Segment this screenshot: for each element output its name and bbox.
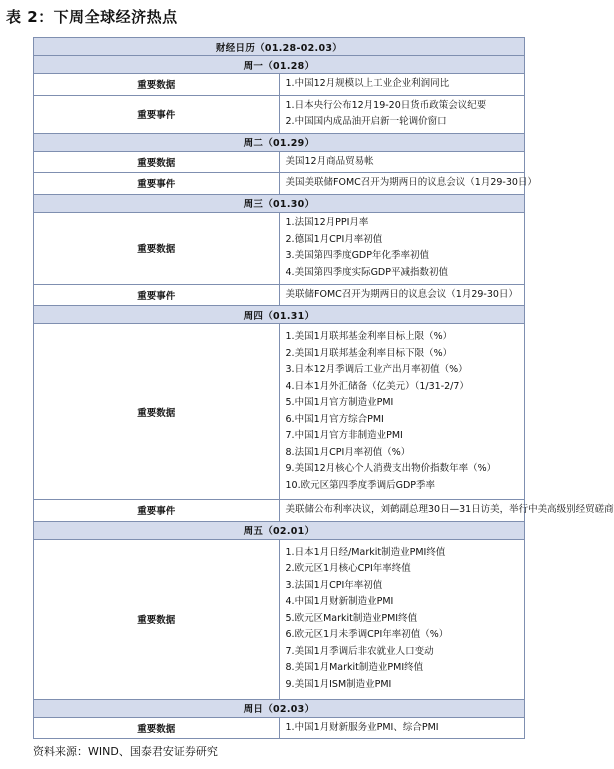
table-row bbox=[34, 74, 525, 96]
list-item: 1.日本1月日经/Markit制造业PMI终值 bbox=[285, 546, 446, 558]
day-label: 周日（02.03） bbox=[34, 699, 525, 717]
day-label: 周三（01.30） bbox=[34, 194, 525, 212]
list-item: 美联储公布利率决议，刘鹤副总理30日—31日访美，举行中美高级别经贸磋商 bbox=[285, 504, 614, 515]
calendar-header-row bbox=[34, 38, 525, 56]
list-item: 2.欧元区1月核心CPI年率终值 bbox=[285, 563, 411, 575]
list-item: 9.美国1月ISM制造业PMI bbox=[285, 678, 392, 690]
table-row bbox=[34, 284, 525, 306]
items-cell bbox=[279, 324, 525, 500]
list-item: 3.日本12月季调后工业产出月率初值（%） bbox=[285, 364, 468, 375]
list-item: 6.欧元区1月未季调CPI年率初值（%） bbox=[285, 629, 449, 641]
list-item: 6.中国1月官方综合PMI bbox=[285, 413, 384, 425]
day-label: 周二（01.29） bbox=[34, 133, 525, 151]
category-cell: 重要事件 bbox=[34, 173, 280, 195]
economic-calendar-table bbox=[33, 37, 614, 739]
table-row bbox=[34, 151, 525, 173]
list-item: 7.中国1月官方非制造业PMI bbox=[285, 430, 403, 441]
items-cell bbox=[279, 500, 614, 522]
items-cell bbox=[279, 284, 525, 306]
category-cell: 重要事件 bbox=[34, 500, 280, 522]
category-cell: 重要数据 bbox=[34, 324, 280, 500]
table-row bbox=[34, 173, 525, 195]
list-item: 美国12月商品贸易帐 bbox=[285, 155, 374, 167]
calendar-header: 财经日历（01.28-02.03） bbox=[34, 38, 525, 56]
day-label: 周四（01.31） bbox=[34, 306, 525, 324]
list-item: 4.美国第四季度实际GDP平减指数初值 bbox=[285, 266, 448, 278]
day-header-row bbox=[34, 306, 525, 324]
items-cell bbox=[279, 212, 525, 284]
day-header-row bbox=[34, 133, 525, 151]
items-cell bbox=[279, 717, 525, 739]
list-item: 8.美国1月Markit制造业PMI终值 bbox=[285, 662, 424, 674]
day-header-row bbox=[34, 521, 525, 539]
day-label: 周五（02.01） bbox=[34, 521, 525, 539]
list-item: 3.法国1月CPI年率初值 bbox=[285, 579, 383, 591]
table-row bbox=[34, 717, 525, 739]
table-row bbox=[34, 212, 525, 284]
category-cell: 重要数据 bbox=[34, 212, 280, 284]
list-item: 4.中国1月财新制造业PMI bbox=[285, 596, 394, 608]
items-cell bbox=[279, 151, 525, 173]
list-item: 1.中国1月财新服务业PMI、综合PMI bbox=[285, 721, 439, 733]
category-cell: 重要数据 bbox=[34, 74, 280, 96]
day-header-row bbox=[34, 194, 525, 212]
list-item: 1.法国12月PPI月率 bbox=[285, 217, 369, 228]
items-cell bbox=[279, 74, 525, 96]
list-item: 2.德国1月CPI月率初值 bbox=[285, 233, 383, 245]
category-cell: 重要数据 bbox=[34, 717, 280, 739]
category-cell: 重要数据 bbox=[34, 151, 280, 173]
list-item: 2.美国1月联邦基金利率目标下限（%） bbox=[285, 347, 453, 359]
list-item: 7.美国1月季调后非农就业人口变动 bbox=[285, 645, 434, 657]
category-cell: 重要事件 bbox=[34, 95, 280, 133]
items-cell bbox=[279, 173, 537, 195]
day-label: 周一（01.28） bbox=[34, 56, 525, 74]
list-item: 3.美国第四季度GDP年化季率初值 bbox=[285, 250, 429, 261]
list-item: 1.中国12月规模以上工业企业利润同比 bbox=[285, 78, 450, 89]
items-cell bbox=[279, 95, 525, 133]
list-item: 4.日本1月外汇储备（亿美元）（1/31-2/7） bbox=[285, 380, 469, 392]
list-item: 1.美国1月联邦基金利率目标上限（%） bbox=[285, 331, 453, 342]
list-item: 1.日本央行公布12月19-20日货币政策会议纪要 bbox=[285, 99, 487, 111]
table-row bbox=[34, 324, 525, 500]
list-item: 美国美联储FOMC召开为期两日的议息会议（1月29-30日） bbox=[285, 177, 537, 188]
list-item: 8.法国1月CPI月率初值（%） bbox=[285, 446, 411, 458]
list-item: 美联储FOMC召开为期两日的议息会议（1月29-30日） bbox=[285, 288, 518, 300]
day-header-row bbox=[34, 56, 525, 74]
table-row bbox=[34, 500, 525, 522]
table-row bbox=[34, 539, 525, 699]
list-item: 2.中国国内成品油开启新一轮调价窗口 bbox=[285, 116, 447, 127]
list-item: 10.欧元区第四季度季调后GDP季率 bbox=[285, 479, 436, 491]
table-title: 表 2：下周全球经济热点 bbox=[6, 8, 178, 26]
source-note: 资料来源：WIND、国泰君安证券研究 bbox=[33, 745, 218, 758]
category-cell: 重要事件 bbox=[34, 284, 280, 306]
category-cell: 重要数据 bbox=[34, 539, 280, 699]
day-header-row bbox=[34, 699, 525, 717]
list-item: 9.美国12月核心个人消费支出物价指数年率（%） bbox=[285, 463, 497, 474]
list-item: 5.欧元区Markit制造业PMI终值 bbox=[285, 612, 418, 624]
table-row bbox=[34, 95, 525, 133]
items-cell bbox=[279, 539, 525, 699]
list-item: 5.中国1月官方制造业PMI bbox=[285, 397, 394, 408]
